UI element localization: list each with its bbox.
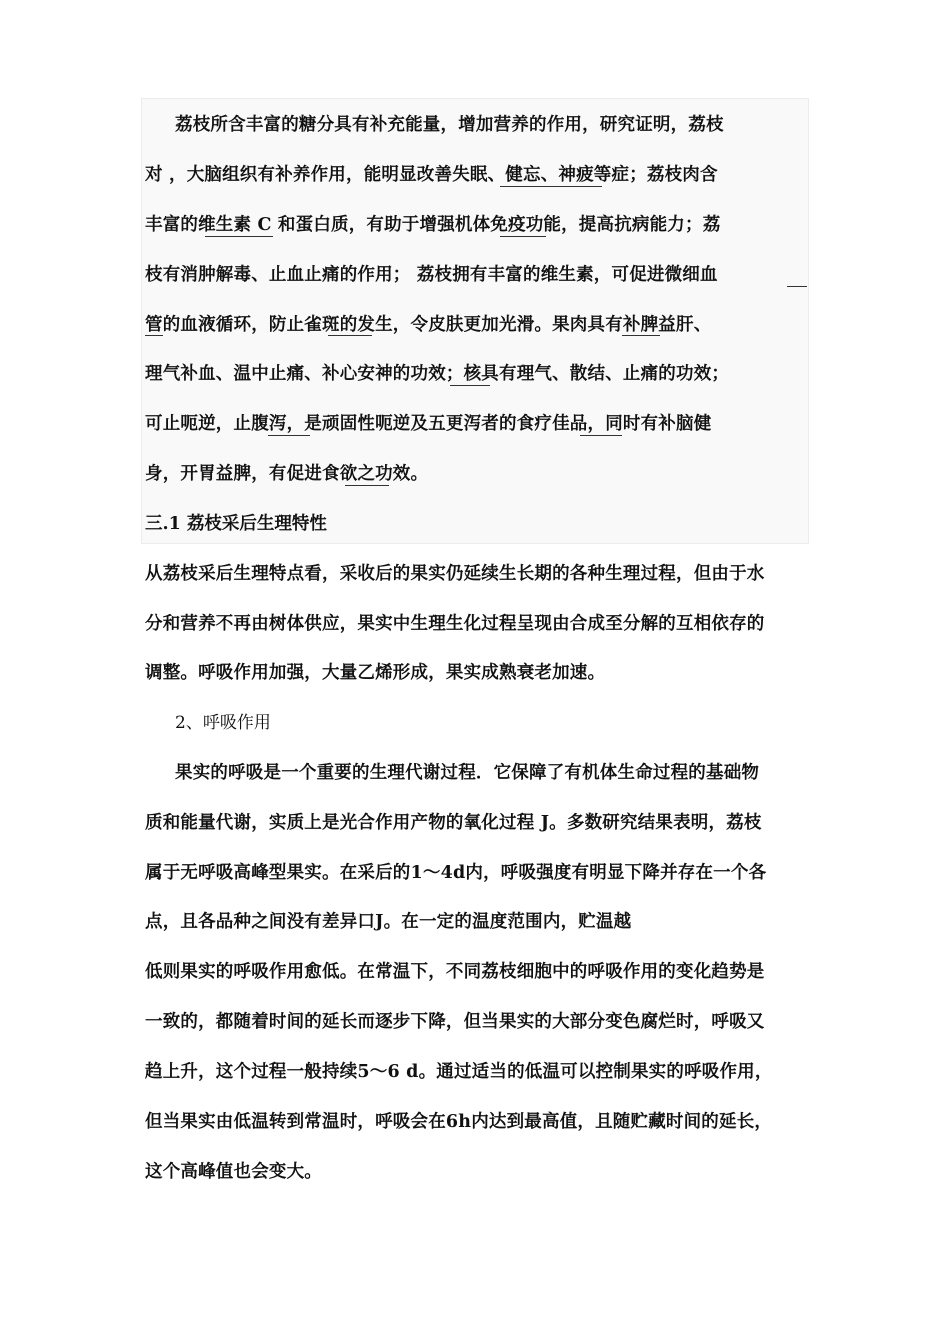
text-underline: [500, 236, 546, 237]
text-line: 荔枝所含丰富的糖分具有补充能量，增加营养的作用，研究证明，荔枝: [175, 115, 724, 135]
text-line: 理气补血、温中止痛、补心安神的功效；核具有理气、散结、止痛的功效；: [145, 364, 730, 384]
text-line: 调整。呼吸作用加强，大量乙烯形成，果实成熟衰老加速。: [145, 663, 606, 683]
text-line: 对 ，大脑组织有补养作用，能明显改善失眠、健忘、神疲等症；荔枝肉含: [145, 165, 718, 185]
text-line: 从荔枝采后生理特点看，采收后的果实仍延续生长期的各种生理过程，但由于水: [145, 564, 765, 584]
text-line: 这个高峰值也会变大。: [145, 1162, 322, 1182]
text-line: 身，开胃益脾，有促进食欲之功效。: [145, 464, 429, 484]
text-underline: [450, 385, 490, 386]
text-underline: [205, 236, 273, 237]
text-line: 趋上升，这个过程一般持续5～6 d。通过适当的低温可以控制果实的呼吸作用，: [145, 1062, 773, 1082]
text-line: 点，且各品种之间没有差异口J。在一定的温度范围内，贮温越: [145, 912, 632, 932]
text-line: 低则果实的呼吸作用愈低。在常温下，不同荔枝细胞中的呼吸作用的变化趋势是: [145, 962, 765, 982]
text-underline: [328, 335, 372, 336]
text-line: 但当果实由低温转到常温时，呼吸会在6h内达到最高值，且随贮藏时间的延长，: [145, 1112, 773, 1132]
text-underline: [268, 435, 310, 436]
subsection-heading: 2、呼吸作用: [175, 713, 271, 733]
text-underline: [787, 286, 807, 287]
text-line: 一致的，都随着时间的延长而逐步下降，但当果实的大部分变色腐烂时，呼吸又: [145, 1012, 765, 1032]
text-line: 分和营养不再由树体供应，果实中生理生化过程呈现由合成至分解的互相依存的: [145, 614, 765, 634]
text-line: 质和能量代谢，实质上是光合作用产物的氧化过程 J。多数研究结果表明，荔枝: [145, 813, 762, 833]
text-underline: [145, 335, 163, 336]
text-underline: [345, 485, 389, 486]
text-line: 果实的呼吸是一个重要的生理代谢过程．它保障了有机体生命过程的基础物: [175, 763, 760, 783]
text-line: 可止呃逆，止腹泻，是顽固性呃逆及五更泻者的食疗佳品，同时有补脑健: [145, 414, 712, 434]
text-line: 丰富的维生素 C 和蛋白质，有助于增强机体免疫功能，提高抗病能力；荔: [145, 215, 721, 235]
section-heading: 三.1 荔枝采后生理特性: [145, 514, 327, 534]
text-underline: [622, 335, 660, 336]
text-underline: [580, 435, 622, 436]
text-underline: [500, 186, 602, 187]
text-line: 管的血液循环，防止雀斑的发生，令皮肤更加光滑。果肉具有补脾益肝、: [145, 315, 712, 335]
text-line: 属于无呼吸高峰型果实。在采后的1～4d内，呼吸强度有明显下降并存在一个各: [145, 863, 767, 883]
text-line: 枝有消肿解毒、止血止痛的作用； 荔枝拥有丰富的维生素，可促进微细血: [145, 265, 718, 285]
